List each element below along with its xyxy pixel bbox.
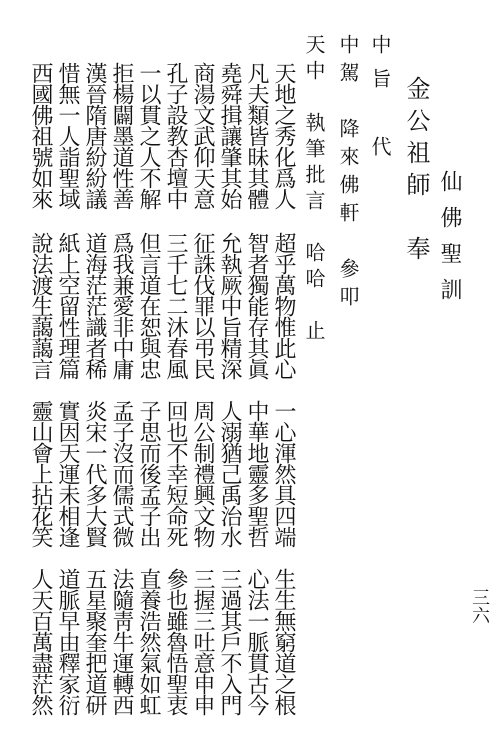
poem-line-block1: 一以貫之人不解	[136, 62, 161, 209]
poem-line-block4: 生生無窮道之根	[271, 568, 296, 715]
poem-line-block1: 商湯文武仰天意	[190, 62, 215, 209]
poem-line-block2: 智者獨能存其眞	[244, 232, 269, 379]
intro-line-3: 中駕 降來佛軒 參叩	[336, 34, 360, 314]
poem-line-block1: 天地之秀化爲人	[271, 62, 296, 209]
intro-line-4: 天中 執筆批言 哈哈 止	[302, 34, 326, 346]
poem-line-block3: 炎宋一代多大賢	[82, 400, 107, 547]
intro-line-2: 中旨 代	[368, 34, 392, 170]
poem-line-block4: 參也雖魯悟聖衷	[163, 568, 188, 715]
poem-line-block1: 孔子設教杏壇中	[163, 62, 188, 209]
poem-line-block2: 允執厥中旨精深	[217, 232, 242, 379]
page-number: 三六	[469, 588, 490, 624]
poem-line-block2: 紙上空留性理篇	[55, 232, 80, 379]
poem-line-block4: 人天百萬盡茫然	[28, 568, 53, 715]
poem-line-block2: 爲我兼愛非中庸	[109, 232, 134, 379]
poem-line-block1: 凡夫類皆昧其體	[244, 62, 269, 209]
poem-line-block4: 心法一脈貫古今	[244, 568, 269, 715]
poem-line-block3: 靈山會上拈花笑	[28, 400, 53, 547]
poem-line-block4: 道脈早由釋家衍	[55, 568, 80, 715]
poem-line-block2: 道海茫茫識者稀	[82, 232, 107, 379]
poem-line-block3: 周公制禮興文物	[190, 400, 215, 547]
poem-line-block3: 中華地靈多聖哲	[244, 400, 269, 547]
poem-line-block3: 人溺猶己禹治水	[217, 400, 242, 547]
poem-line-block4: 五星聚奎把道研	[82, 568, 107, 715]
poem-line-block2: 征誅伐罪以弔民	[190, 232, 215, 379]
poem-line-block3: 子思而後孟子出	[136, 400, 161, 547]
poem-line-block4: 法隨靑牛運轉西	[109, 568, 134, 715]
poem-line-block3: 回也不幸短命死	[163, 400, 188, 547]
intro-line-1: 金公祖師 奉	[402, 76, 430, 268]
poem-line-block4: 直養浩然氣如虹	[136, 568, 161, 715]
book-title: 仙佛聖訓	[437, 170, 462, 314]
poem-line-block1: 西國佛祖號如來	[28, 62, 53, 209]
poem-line-block2: 三千七二沐春風	[163, 232, 188, 379]
poem-line-block4: 三過其戶不入門	[217, 568, 242, 715]
poem-line-block2: 但言道在恕與忠	[136, 232, 161, 379]
poem-line-block1: 堯舜揖讓肇其始	[217, 62, 242, 209]
poem-line-block2: 說法渡生藹藹言	[28, 232, 53, 379]
poem-line-block2: 超乎萬物惟此心	[271, 232, 296, 379]
poem-line-block1: 漢晉隋唐紛紛議	[82, 62, 107, 209]
poem-line-block3: 實因天運未相逢	[55, 400, 80, 547]
poem-line-block1: 惜無一人詣聖域	[55, 62, 80, 209]
poem-line-block4: 三握三吐意申申	[190, 568, 215, 715]
poem-line-block1: 拒楊闢墨道性善	[109, 62, 134, 209]
poem-line-block3: 孟子沒而儒式微	[109, 400, 134, 547]
poem-line-block3: 一心渾然具四端	[271, 400, 296, 547]
